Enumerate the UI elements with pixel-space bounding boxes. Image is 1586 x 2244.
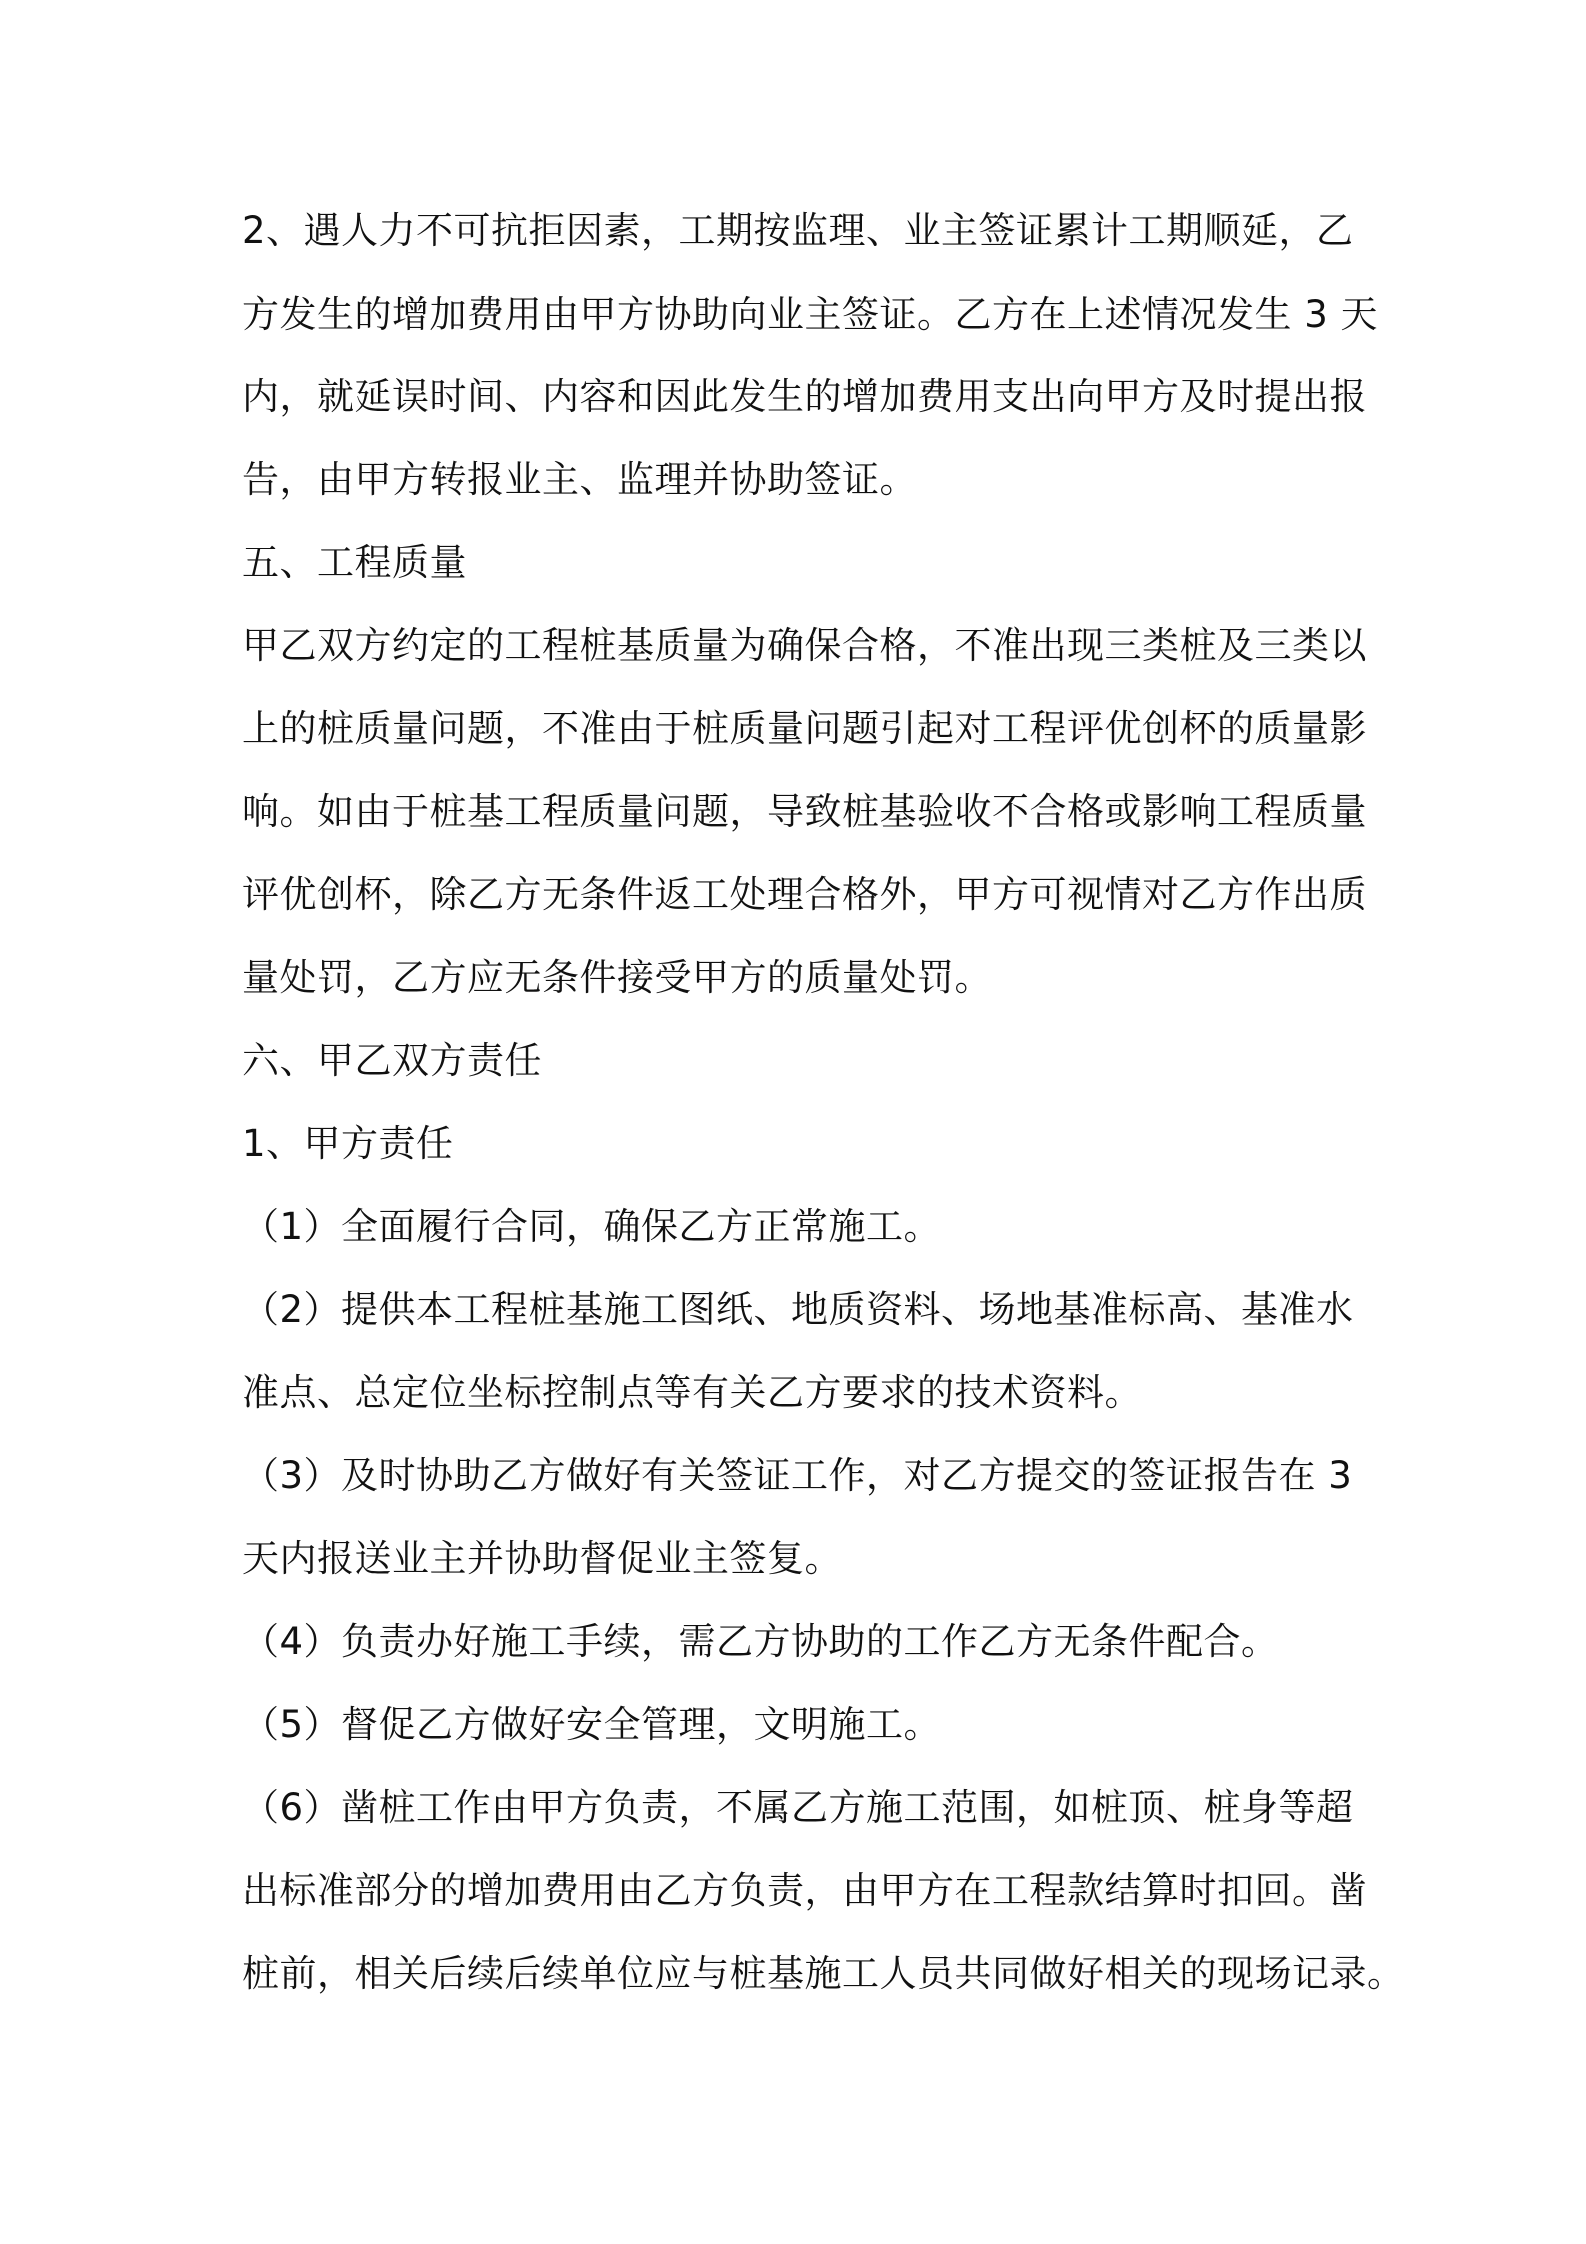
section-heading: 六、甲乙双方责任 (242, 1039, 542, 1082)
text-line: 2、遇人力不可抗拒因素，工期按监理、业主签证累计工期顺延，乙 (242, 209, 1354, 252)
text-line: 出标准部分的增加费用由乙方负责，由甲方在工程款结算时扣回。凿 (242, 1869, 1367, 1912)
text-line: 上的桩质量问题，不准由于桩质量问题引起对工程评优创杯的质量影 (242, 707, 1367, 750)
list-item: （4）负责办好施工手续，需乙方协助的工作乙方无条件配合。 (242, 1620, 1279, 1663)
list-item: （5）督促乙方做好安全管理，文明施工。 (242, 1703, 942, 1746)
list-item: （1）全面履行合同，确保乙方正常施工。 (242, 1205, 942, 1248)
list-item: （3）及时协助乙方做好有关签证工作，对乙方提交的签证报告在 3 (242, 1454, 1353, 1497)
text-line: 量处罚，乙方应无条件接受甲方的质量处罚。 (242, 956, 992, 999)
list-item: （6）凿桩工作由甲方负责，不属乙方施工范围，如桩顶、桩身等超 (242, 1786, 1354, 1829)
text-line: 内，就延误时间、内容和因此发生的增加费用支出向甲方及时提出报 (242, 375, 1367, 418)
text-line: 评优创杯，除乙方无条件返工处理合格外，甲方可视情对乙方作出质 (242, 873, 1367, 916)
subsection-heading: 1、甲方责任 (242, 1122, 454, 1165)
text-line: 准点、总定位坐标控制点等有关乙方要求的技术资料。 (242, 1371, 1142, 1414)
text-line: 甲乙双方约定的工程桩基质量为确保合格，不准出现三类桩及三类以 (242, 624, 1367, 667)
text-line: 桩前，相关后续后续单位应与桩基施工人员共同做好相关的现场记录。 (242, 1952, 1405, 1995)
list-item: （2）提供本工程桩基施工图纸、地质资料、场地基准标高、基准水 (242, 1288, 1354, 1331)
text-line: 天内报送业主并协助督促业主签复。 (242, 1537, 842, 1580)
text-line: 方发生的增加费用由甲方协助向业主签证。乙方在上述情况发生 3 天 (242, 293, 1379, 336)
text-line: 响。如由于桩基工程质量问题，导致桩基验收不合格或影响工程质量 (242, 790, 1367, 833)
section-heading: 五、工程质量 (242, 541, 467, 584)
text-line: 告，由甲方转报业主、监理并协助签证。 (242, 458, 917, 501)
